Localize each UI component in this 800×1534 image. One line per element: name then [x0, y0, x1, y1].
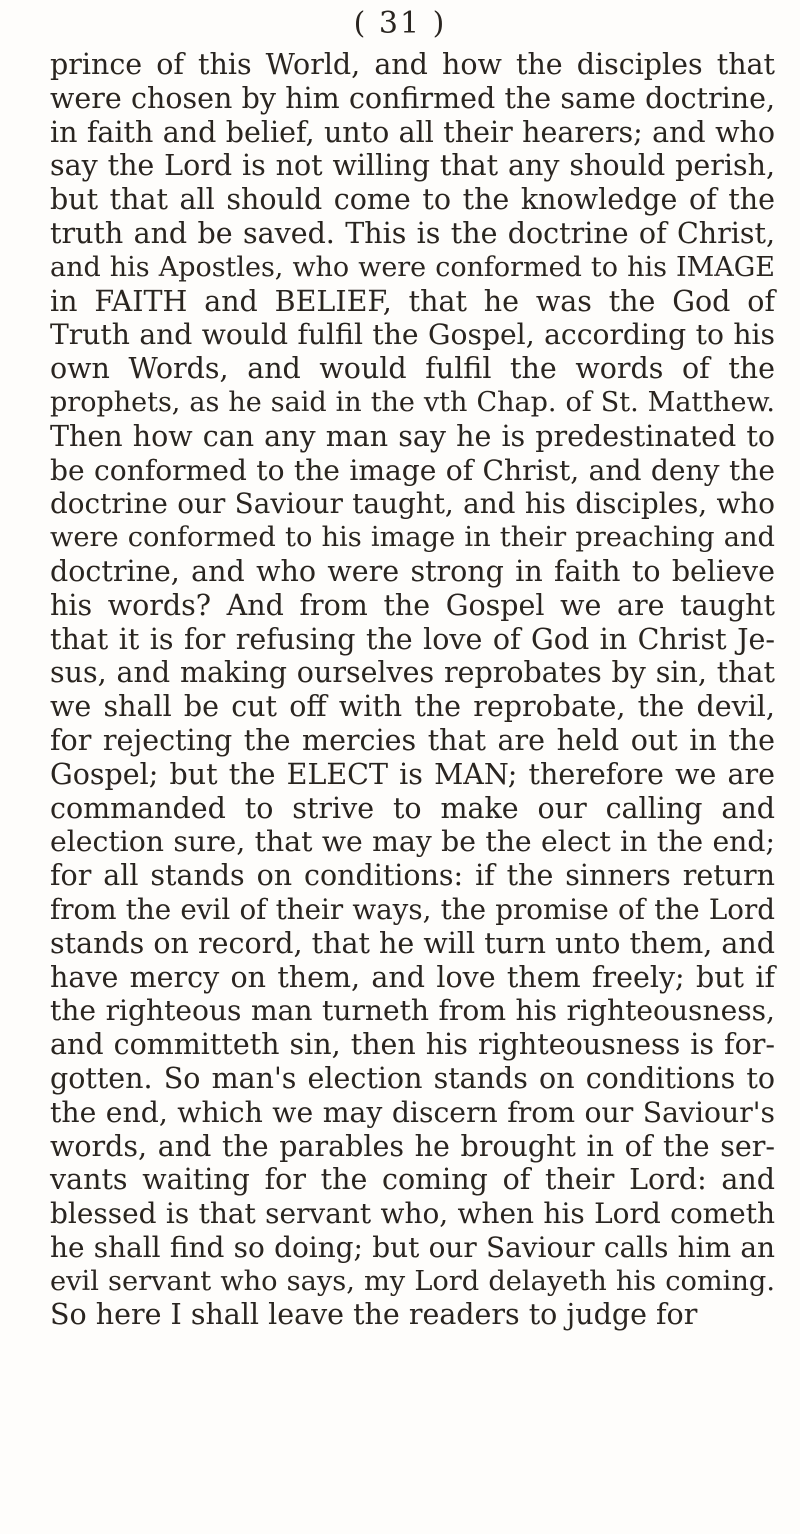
- text-line: vants waiting for the coming of their Lord: and: [50, 1163, 775, 1197]
- text-line: prophets, as he said in the vth Chap. of St. Matthew.: [50, 386, 775, 418]
- text-line: in faith and belief, unto all their hearers; and who: [50, 115, 775, 149]
- text-line: for rejecting the mercies that are held out in the: [50, 723, 775, 757]
- text-line: Truth and would fulfil the Gospel, according to his: [50, 318, 775, 352]
- text-line: for all stands on conditions: if the sinners return: [50, 859, 775, 893]
- text-line: were conformed to his image in their preaching and: [50, 522, 775, 554]
- text-line: and his Apostles, who were conformed to his IMAGE: [50, 251, 775, 283]
- text-line: blessed is that servant who, when his Lord cometh: [50, 1197, 775, 1231]
- body-text: [50, 48, 775, 1332]
- text-line: we shall be cut off with the reprobate, the devil,: [50, 690, 775, 724]
- text-line: words, and the parables he brought in of the ser-: [50, 1129, 775, 1163]
- text-line: from the evil of their ways, the promise of the Lord: [50, 892, 775, 926]
- text-line: truth and be saved. This is the doctrine of Christ,: [50, 216, 775, 250]
- text-line: but that all should come to the knowledge of the: [50, 183, 775, 217]
- text-line: election sure, that we may be the elect in the end;: [50, 825, 775, 859]
- page-number: ( 31 ): [353, 6, 447, 41]
- text-line: and committeth sin, then his righteousness is for-: [50, 1028, 775, 1062]
- text-line: be conformed to the image of Christ, and deny the: [50, 453, 775, 487]
- text-line: he shall find so doing; but our Saviour calls him an: [50, 1230, 775, 1264]
- text-line: Then how can any man say he is predestinated to: [50, 419, 775, 453]
- text-line: evil servant who says, my Lord delayeth his coming.: [50, 1265, 775, 1297]
- text-line: own Words, and would fulfil the words of the: [50, 352, 775, 386]
- text-line: sus, and making ourselves reprobates by sin, that: [50, 656, 775, 690]
- text-line: commanded to strive to make our calling and: [50, 791, 775, 825]
- text-line: the end, which we may discern from our Saviour's: [50, 1095, 775, 1129]
- text-line: have mercy on them, and love them freely; but if: [50, 960, 775, 994]
- text-line: prince of this World, and how the disciples that: [50, 48, 775, 81]
- text-line: Gospel; but the ELECT is MAN; therefore we are: [50, 757, 775, 791]
- text-line: doctrine our Saviour taught, and his disciples, who: [50, 487, 775, 521]
- text-line: his words? And from the Gospel we are taught: [50, 588, 775, 622]
- text-line: gotten. So man's election stands on conditions to: [50, 1061, 775, 1095]
- text-line: that it is for refusing the love of God in Christ Je-: [50, 622, 775, 656]
- text-line: the righteous man turneth from his righteousness,: [50, 994, 775, 1028]
- text-line: in FAITH and BELIEF, that he was the God of: [50, 284, 775, 318]
- text-line: So here I shall leave the readers to judge for: [50, 1298, 698, 1332]
- text-line: doctrine, and who were strong in faith to believe: [50, 554, 775, 588]
- text-line: stands on record, that he will turn unto them, and: [50, 926, 775, 960]
- text-line: say the Lord is not willing that any should perish,: [50, 149, 775, 183]
- text-line: were chosen by him confirmed the same doctrine,: [50, 81, 775, 115]
